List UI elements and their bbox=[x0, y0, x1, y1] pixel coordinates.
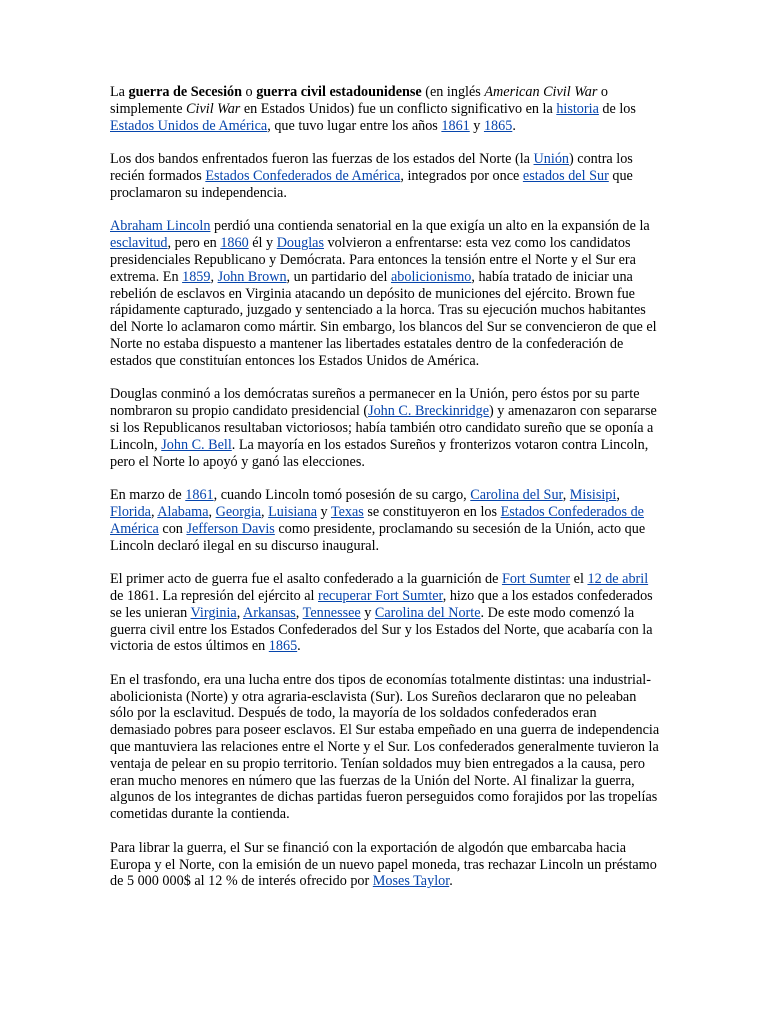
link-moses-taylor[interactable]: Moses Taylor bbox=[372, 873, 450, 890]
text-run: Los dos bandos enfrentados fueron las fuerzas de los estados del Norte (la bbox=[110, 151, 534, 168]
text-run: ) y amenazaron con separarse si los Republicanos resultaban victoriosos; había también otro candidato sureño que se oponía a Lincoln, bbox=[110, 403, 657, 453]
text-run: como presidente, proclamando su secesión de la Unión, acto que Lincoln declaró ilegal en su discurso inaugural. bbox=[110, 520, 646, 554]
link-abraham-lincoln[interactable]: Abraham Lincoln bbox=[110, 218, 211, 235]
link-john-c-bell[interactable]: John C. Bell bbox=[161, 436, 232, 453]
text-run: de 1861. La represión del ejército al bbox=[110, 587, 318, 604]
document-page bbox=[110, 84, 660, 907]
text-run: (en inglés bbox=[421, 84, 485, 100]
text-run: , bbox=[562, 487, 570, 504]
text-run: , hizo que a los estados confederados se les unieran bbox=[110, 587, 653, 621]
text-run: de los bbox=[598, 100, 636, 117]
link-georgia[interactable]: Georgia bbox=[215, 503, 262, 520]
text-run: y bbox=[469, 117, 484, 134]
link-arkansas[interactable]: Arkansas bbox=[243, 604, 296, 621]
paragraph-5 bbox=[110, 487, 660, 554]
text-run: él y bbox=[248, 235, 277, 252]
text-run: se constituyeron en los bbox=[363, 503, 501, 520]
text-run: volvieron a enfrentarse: esta vez como los candidatos presidenciales Republicano y Demócrata. Para entonces la tensión entre el Norte y el Sur era extrema. En bbox=[110, 235, 636, 285]
text-run: , integrados por once bbox=[400, 167, 523, 184]
text-run: , había tratado de iniciar una rebelión de esclavos en Virginia atacando un depósito de municiones del ejército. Brown fue rápidamente capturado, juzgado y sentenciado a la horca. Tras su ejecución muchos habitantes del Norte lo aclamaron como mártir. Sin embargo, los blancos del Sur se convencieron de que el Norte no estaba dispuesto a mantener las libertades estatales dentro de la confederación de estados que constituían entonces los Estados Unidos de América. bbox=[110, 268, 657, 369]
text-run: . bbox=[512, 117, 516, 134]
link-john-brown[interactable]: John Brown bbox=[217, 268, 287, 285]
text-run: , pero en bbox=[167, 235, 221, 252]
link-estados-confederados-de-américa[interactable]: Estados Confederados de América bbox=[110, 503, 644, 537]
text-run: Douglas conminó a los demócratas sureños a permanecer en la Unión, pero éstos por su parte nombraron su propio candidato presidencial ( bbox=[110, 386, 640, 420]
link-texas[interactable]: Texas bbox=[330, 503, 364, 520]
link-12-de-abril[interactable]: 12 de abril bbox=[587, 571, 649, 588]
link-tennessee[interactable]: Tennessee bbox=[302, 604, 361, 621]
text-run: Para librar la guerra, el Sur se financió con la exportación de algodón que embarcaba hacia Europa y el Norte, con la emisión de un nuevo papel moneda, tras rechazar Lincoln un préstamo de 5 000 000$ al 12 % de interés ofrecido por bbox=[110, 839, 657, 890]
link-historia[interactable]: historia bbox=[556, 100, 599, 117]
paragraph-6 bbox=[110, 571, 660, 655]
link-alabama[interactable]: Alabama bbox=[157, 503, 209, 520]
link-carolina-del-norte[interactable]: Carolina del Norte bbox=[374, 604, 481, 621]
text-run: , bbox=[236, 604, 243, 621]
text-run: , bbox=[150, 503, 158, 520]
text-run: En el trasfondo, era una lucha entre dos tipos de economías totalmente distintas: una industrial-abolicionista (Norte) y otra agraria-esclavista (Sur). Los Sureños declararon que no peleaban sólo por la esclavitud. Después de todo, la mayoría de los soldados confederados eran demasiado pobres para poseer esclavos. El Sur estaba empeñado en una guerra de independencia que mantuviera las relaciones entre el Norte y el Sur. Los confederados generalmente tuvieron la ventaja de pelear en su propio territorio. Tenían soldados muy bien entregados a la causa, pero eran mucho menores en número que las fuerzas de la Unión del Norte. Al finalizar la guerra, algunos de los integrantes de dichas partidas fueron perseguidos como forajidos por las tropelías cometidas durante la contienda. bbox=[110, 671, 660, 823]
text-run: . bbox=[297, 638, 301, 655]
text-run: , un partidario del bbox=[286, 268, 391, 285]
link-1865[interactable]: 1865 bbox=[483, 117, 513, 134]
text-run: , bbox=[210, 268, 218, 285]
text-run: . La mayoría en los estados Sureños y fronterizos votaron contra Lincoln, pero el Norte lo apoyó y ganó las elecciones. bbox=[110, 436, 649, 470]
link-1860[interactable]: 1860 bbox=[220, 235, 249, 252]
text-run: , bbox=[208, 503, 216, 520]
paragraph-7 bbox=[110, 672, 660, 823]
link-1865[interactable]: 1865 bbox=[268, 638, 298, 655]
text-run: El primer acto de guerra fue el asalto confederado a la guarnición de bbox=[110, 571, 502, 588]
text-run: . bbox=[449, 873, 453, 890]
link-1861[interactable]: 1861 bbox=[441, 117, 470, 134]
italic-term: American Civil War bbox=[484, 84, 598, 100]
paragraph-4 bbox=[110, 386, 660, 470]
paragraph-1 bbox=[110, 84, 660, 134]
text-run: ) contra los recién formados bbox=[110, 151, 633, 184]
link-misisipi[interactable]: Misisipi bbox=[569, 487, 617, 504]
text-run: En marzo de bbox=[110, 487, 186, 504]
text-run: o simplemente bbox=[110, 84, 608, 117]
link-unión[interactable]: Unión bbox=[533, 151, 569, 168]
paragraph-3 bbox=[110, 218, 660, 369]
link-luisiana[interactable]: Luisiana bbox=[268, 503, 317, 520]
text-run: , cuando Lincoln tomó posesión de su cargo, bbox=[213, 487, 471, 504]
link-john-c-breckinridge[interactable]: John C. Breckinridge bbox=[368, 403, 490, 420]
paragraph-2 bbox=[110, 151, 660, 201]
link-florida[interactable]: Florida bbox=[110, 503, 151, 520]
italic-term: Civil War bbox=[186, 100, 241, 117]
text-run: , bbox=[295, 604, 303, 621]
link-fort-sumter[interactable]: Fort Sumter bbox=[501, 571, 571, 588]
text-run: , bbox=[616, 487, 620, 504]
link-estados-confederados-de-américa[interactable]: Estados Confederados de América bbox=[205, 167, 401, 184]
text-run: o bbox=[242, 84, 257, 100]
text-run: en Estados Unidos) fue un conflicto significativo en la bbox=[240, 100, 557, 117]
text-run: , bbox=[261, 503, 269, 520]
paragraph-8 bbox=[110, 840, 660, 890]
bold-term: guerra civil estadounidense bbox=[256, 84, 422, 100]
link-esclavitud[interactable]: esclavitud bbox=[110, 235, 168, 252]
link-1861[interactable]: 1861 bbox=[185, 487, 214, 504]
text-run: La bbox=[110, 84, 129, 100]
link-virginia[interactable]: Virginia bbox=[190, 604, 237, 621]
text-run: , que tuvo lugar entre los años bbox=[267, 117, 442, 134]
link-1859[interactable]: 1859 bbox=[182, 268, 211, 285]
text-run: y bbox=[317, 503, 331, 520]
text-run: el bbox=[570, 571, 588, 588]
bold-term: guerra de Secesión bbox=[128, 84, 242, 100]
link-carolina-del-sur[interactable]: Carolina del Sur bbox=[470, 487, 563, 504]
link-abolicionismo[interactable]: abolicionismo bbox=[390, 268, 472, 285]
text-run: y bbox=[360, 604, 375, 621]
link-douglas[interactable]: Douglas bbox=[276, 235, 324, 252]
link-recuperar-fort-sumter[interactable]: recuperar Fort Sumter bbox=[318, 587, 443, 604]
text-run: que proclamaron su independencia. bbox=[110, 167, 633, 201]
link-jefferson-davis[interactable]: Jefferson Davis bbox=[186, 520, 275, 537]
text-run: perdió una contienda senatorial en la que exigía un alto en la expansión de la bbox=[210, 218, 650, 235]
link-estados-unidos-de-américa[interactable]: Estados Unidos de América bbox=[110, 117, 268, 134]
text-run: . De este modo comenzó la guerra civil entre los Estados Confederados del Sur y los Estados del Norte, que acabaría con la victoria de estos últimos en bbox=[110, 604, 653, 655]
link-estados-del-sur[interactable]: estados del Sur bbox=[522, 167, 609, 184]
text-run: con bbox=[158, 520, 187, 537]
